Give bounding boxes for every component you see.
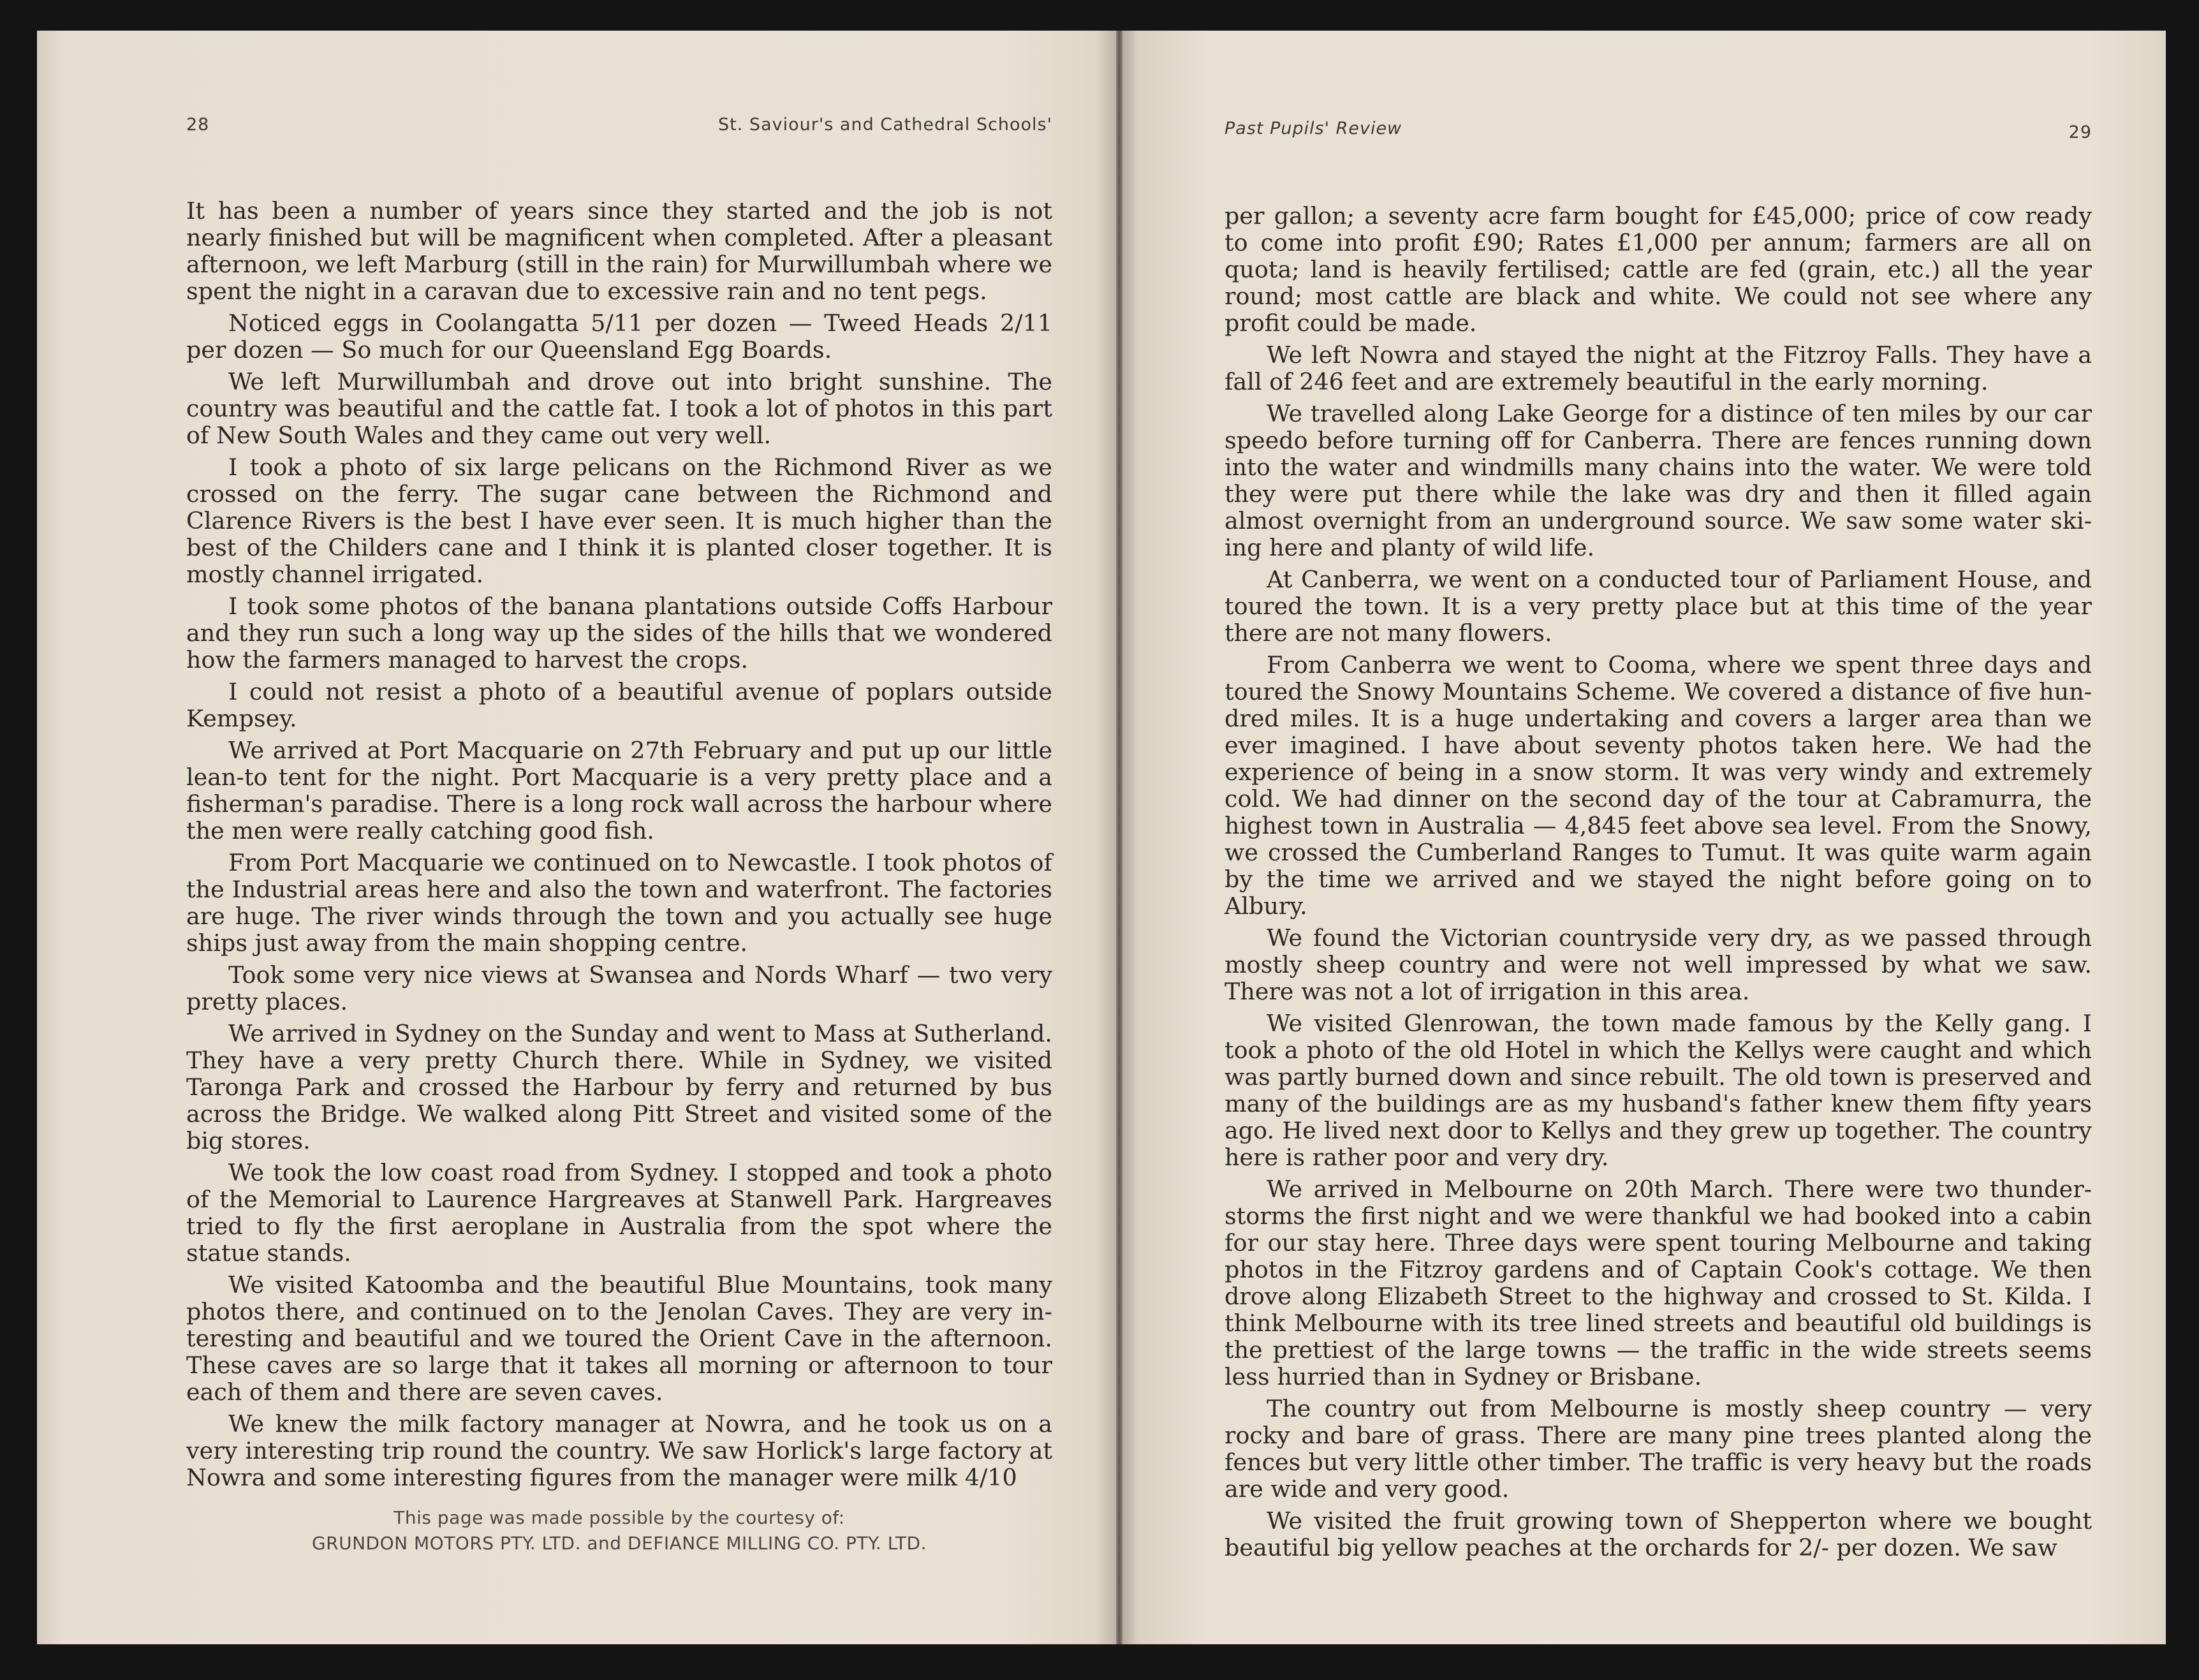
running-head-left: St. Saviour's and Cathedral Schools' <box>718 115 1052 135</box>
paragraph: We visited Katoomba and the beautiful Blue Mountains, took many photos there, and continued on to the Jenolan Caves. They are very interesting and beautiful and we toured the Orient Cave in the afternoon. These caves are so large that it takes all morning or afternoon to tour each of them and there are seven caves. <box>186 1271 1052 1406</box>
paragraph: We visited the fruit growing town of Shepperton where we bought beautiful big yellow peaches at the orchards for 2/- per dozen. We saw <box>1225 1507 2092 1561</box>
paragraph: From Port Macquarie we continued on to Newcastle. I took photos of the Industrial areas here and also the town and waterfront. The factories are huge. The river winds through the town and you actually see huge ships just away from the main shopping centre. <box>186 849 1052 957</box>
paragraph: Noticed eggs in Coolangatta 5/11 per dozen — Tweed Heads 2/11 per dozen — So much for our Queensland Egg Boards. <box>186 309 1052 364</box>
page-number-right: 29 <box>2068 122 2092 142</box>
footer-sponsors-line: GRUNDON MOTORS PTY. LTD. and DEFIANCE MILLING CO. PTY. LTD. <box>311 1533 927 1554</box>
paragraph: Took some very nice views at Swansea and Nords Wharf — two very pretty places. <box>186 961 1052 1015</box>
paragraph: We arrived in Melbourne on 20th March. There were two thunderstorms the first night and we were thankful we had booked into a cabin for our stay here. Three days were spent touring Melbourne and taking photos in the Fitzroy gardens and of Captain Cook's cottage. We then drove along Elizabeth Street to the highway and crossed to St. Kilda. I think Melbourne with its tree lined streets and beautiful old buildings is the prettiest of the large towns — the traffic in the wide streets seems less hurried than in Sydney or Brisbane. <box>1225 1175 2092 1390</box>
book-spine <box>1116 31 1122 1644</box>
paragraph: At Canberra, we went on a conducted tour of Parliament House, and toured the town. It is a very pretty place but at this time of the year there are not many flowers. <box>1225 566 2092 647</box>
paragraph: per gallon; a seventy acre farm bought for £45,000; price of cow ready to come into profit £90; Rates £1,000 per annum; farmers are all on quota; land is heavily fertilised; cattle are fed (grain, etc.) all the year round; most cattle are black and white. We could not see where any profit could be made. <box>1225 202 2092 337</box>
paragraph: We travelled along Lake George for a distince of ten miles by our car speedo before turning off for Canberra. There are fences running down into the water and windmills many chains into the water. We were told they were put there while the lake was dry and then it filled again almost overnight from an underground source. We saw some water ski-ing here and planty of wild life. <box>1225 400 2092 561</box>
paragraph: I took some photos of the banana plantations outside Coffs Harbour and they run such a long way up the sides of the hills that we wondered how the farmers managed to harvest the crops. <box>186 593 1052 674</box>
paragraph: I could not resist a photo of a beautiful avenue of poplars outside Kempsey. <box>186 678 1052 732</box>
paragraph: The country out from Melbourne is mostly sheep country — very rocky and bare of grass. There are many pine trees planted along the fences but very little other timber. The traffic is very heavy but the roads are wide and very good. <box>1225 1395 2092 1503</box>
page-number-left: 28 <box>186 115 210 135</box>
right-page <box>1119 31 2166 1644</box>
right-text-column <box>1225 203 2092 1566</box>
paragraph: We found the Victorian countryside very dry, as we passed through mostly sheep country and were not well impressed by what we saw. There was not a lot of irrigation in this area. <box>1225 924 2092 1005</box>
paragraph: We took the low coast road from Sydney. I stopped and took a photo of the Memorial to Laurence Hargreaves at Stanwell Park. Hargreaves tried to fly the first aeroplane in Australia from the spot where the statue stands. <box>186 1159 1052 1267</box>
left-text-column <box>186 198 1052 1496</box>
left-page <box>37 31 1119 1644</box>
paragraph: It has been a number of years since they started and the job is not nearly finished but will be magnificent when completed. After a pleasant afternoon, we left Marburg (still in the rain) for Murwillumbah where we spent the night in a caravan due to excessive rain and no tent pegs. <box>186 197 1052 305</box>
paragraph: From Canberra we went to Cooma, where we spent three days and toured the Snowy Mountains Scheme. We covered a distance of five hundred miles. It is a huge undertaking and covers a larger area than we ever imagined. I have about seventy photos taken here. We had the experience of being in a snow storm. It was very windy and extremely cold. We had dinner on the second day of the tour at Cabramurra, the highest town in Australia — 4,845 feet above sea level. From the Snowy, we crossed the Cumberland Ranges to Tumut. It was quite warm again by the time we arrived and we stayed the night before going on to Albury. <box>1225 651 2092 920</box>
paragraph: We knew the milk factory manager at Nowra, and he took us on a very interesting trip round the country. We saw Horlick's large factory at Nowra and some interesting figures from the manager were milk 4/10 <box>186 1410 1052 1491</box>
paragraph: We left Murwillumbah and drove out into bright sunshine. The country was beautiful and the cattle fat. I took a lot of photos in this part of New South Wales and they came out very well. <box>186 368 1052 449</box>
paragraph: We visited Glenrowan, the town made famous by the Kelly gang. I took a photo of the old Hotel in which the Kellys were caught and which was partly burned down and since rebuilt. The old town is preserved and many of the buildings are as my husband's father knew them fifty years ago. He lived next door to Kellys and they grew up together. The country here is rather poor and very dry. <box>1225 1010 2092 1171</box>
sponsor-footer <box>186 1505 1052 1556</box>
footer-courtesy-line: This page was made possible by the courtesy of: <box>393 1507 845 1528</box>
paragraph: We arrived in Sydney on the Sunday and went to Mass at Sutherland. They have a very pretty Church there. While in Sydney, we visited Taronga Park and crossed the Harbour by ferry and returned by bus across the Bridge. We walked along Pitt Street and visited some of the big stores. <box>186 1020 1052 1154</box>
paragraph: We arrived at Port Macquarie on 27th February and put up our little lean-to tent for the night. Port Macquarie is a very pretty place and a fisherman's paradise. There is a long rock wall across the harbour where the men were really catching good fish. <box>186 737 1052 844</box>
paragraph: I took a photo of six large pelicans on the Richmond River as we crossed on the ferry. The sugar cane between the Richmond and Clarence Rivers is the best I have ever seen. It is much higher than the best of the Childers cane and I think it is planted closer together. It is mostly channel irrigated. <box>186 453 1052 588</box>
paragraph: We left Nowra and stayed the night at the Fitzroy Falls. They have a fall of 246 feet and are extremely beautiful in the early morning. <box>1225 341 2092 395</box>
running-head-right: Past Pupils' Review <box>1225 119 1402 138</box>
